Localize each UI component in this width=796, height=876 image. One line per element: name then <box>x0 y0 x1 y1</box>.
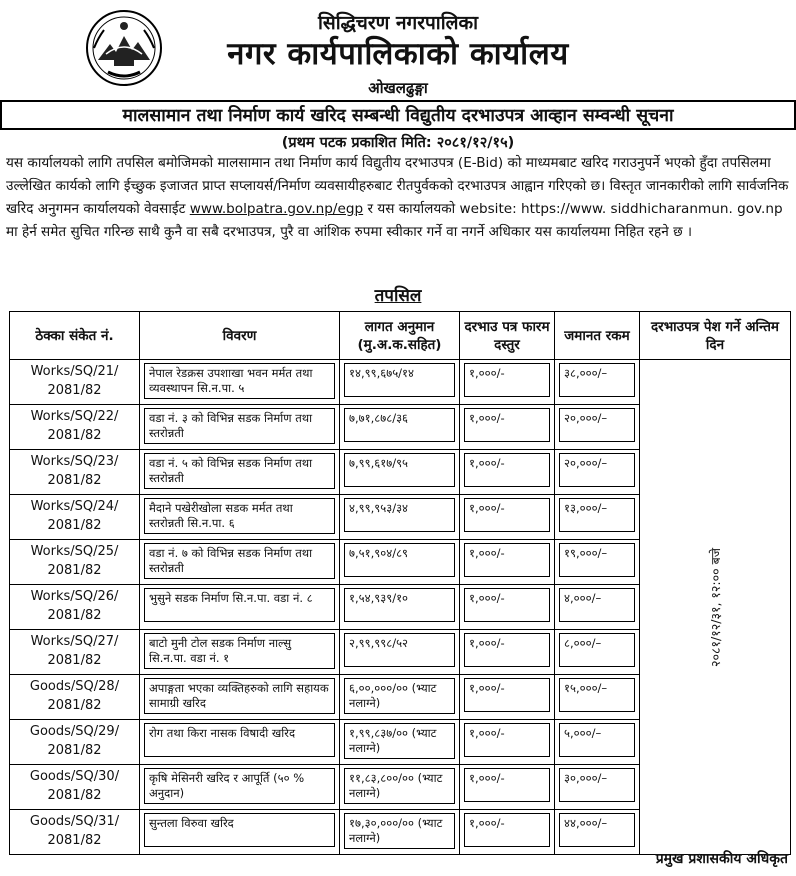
contract-code: Works/SQ/26/ 2081/82 <box>10 585 140 630</box>
signatory-title: प्रमुख प्रशासकीय अधिकृत <box>655 851 788 867</box>
municipality-name: सिद्धिचरण नगरपालिका <box>317 12 479 34</box>
header-code: ठेक्का संकेत नं. <box>10 312 140 360</box>
contract-code: Works/SQ/22/ 2081/82 <box>10 405 140 450</box>
form-fee: १,०००/- <box>464 453 550 487</box>
cost-estimate: १,५४,९३९/१० <box>344 588 455 622</box>
work-description: सुन्तला विरुवा खरिद <box>144 813 335 847</box>
contract-code: Goods/SQ/28/ 2081/82 <box>10 675 140 720</box>
contract-code: Works/SQ/21/ 2081/82 <box>10 360 140 405</box>
deadline-value: २०८१/१२/३१, १२:०० बजे <box>707 547 723 667</box>
form-fee: १,०००/- <box>464 498 550 532</box>
cost-estimate: ६,००,०००/०० (भ्याट नलाग्ने) <box>344 678 455 714</box>
work-description: बाटो मुनी टोल सडक निर्माण नाल्सु सि.न.पा. वडा नं. १ <box>144 633 335 669</box>
form-fee: १,०००/- <box>464 408 550 442</box>
work-description: भुसुने सडक निर्माण सि.न.पा. वडा नं. ८ <box>144 588 335 622</box>
contract-code: Goods/SQ/30/ 2081/82 <box>10 765 140 810</box>
table-row <box>10 360 791 405</box>
cost-estimate: २,९९,९९८/५२ <box>344 633 455 667</box>
work-description: वडा नं. ५ को विभिन्न सडक निर्माण तथा स्तरोन्नती <box>144 453 335 489</box>
header-deadline: दरभाउपत्र पेश गर्ने अन्तिम दिन <box>640 312 791 360</box>
form-fee: १,०००/- <box>464 588 550 622</box>
notice-body-part1: यस कार्यालयको लागि तपसिल बमोजिमको मालसामान तथा निर्माण कार्य विद्युतीय दरभाउपत्र (E-Bid) को माध्यमबाट खरिद गराउनुपर्ने भएको हुँदा तपसिलमा उल्लेखित कार्यको लागि ईच्छुक इजाजत प्राप्त सप्लायर्स/निर्माण व्यवसायीहरुबाट रीतपुर्वकको दरभाउपत्र आह्वान गरिएको छ। विस्तृत जानकारीको लागि सार्वजनिक खरिद अनुगमन कार्यालयको वेवसाईट <box>6 155 789 217</box>
security-amount: ३८,०००/– <box>559 363 635 397</box>
bolpatra-link[interactable]: www.bolpatra.gov.np/egp <box>189 201 364 217</box>
table-header-row <box>10 312 791 360</box>
header-form-fee: दरभाउ पत्र फारम दस्तुर <box>460 312 555 360</box>
cost-estimate: ७,७१,८७८/३६ <box>344 408 455 442</box>
form-fee: १,०००/- <box>464 363 550 397</box>
form-fee: १,०००/- <box>464 723 550 757</box>
contract-code: Works/SQ/25/ 2081/82 <box>10 540 140 585</box>
work-description: नेपाल रेडक्रस उपशाखा भवन मर्मत तथा व्यवस्थापन सि.न.पा. ५ <box>144 363 335 399</box>
security-amount: १९,०००/– <box>559 543 635 577</box>
security-amount: २०,०००/– <box>559 453 635 487</box>
security-amount: ३०,०००/– <box>559 768 635 802</box>
header-description: विवरण <box>140 312 340 360</box>
work-description: रोग तथा किरा नासक विषादी खरिद <box>144 723 335 757</box>
notice-body <box>6 152 792 244</box>
security-amount: १५,०००/– <box>559 678 635 712</box>
security-amount: ४,०००/– <box>559 588 635 622</box>
security-amount: २०,०००/– <box>559 408 635 442</box>
cost-estimate: ११,८३,८००/०० (भ्याट नलाग्ने) <box>344 768 455 804</box>
work-description: कृषि मेसिनरी खरिद र आपूर्ति (५० % अनुदान) <box>144 768 335 804</box>
form-fee: १,०००/- <box>464 678 550 712</box>
work-description: अपाङ्गता भएका व्यक्तिहरुको लागि सहायक सामाग्री खरिद <box>144 678 335 714</box>
form-fee: १,०००/- <box>464 813 550 847</box>
cost-estimate: ४,९९,९५३/३४ <box>344 498 455 532</box>
cost-estimate: १,९९,८३७/०० (भ्याट नलाग्ने) <box>344 723 455 759</box>
contract-code: Goods/SQ/31/ 2081/82 <box>10 810 140 855</box>
contract-code: Works/SQ/23/ 2081/82 <box>10 450 140 495</box>
office-location: ओखलढुङ्गा <box>368 79 428 97</box>
form-fee: १,०००/- <box>464 633 550 667</box>
cost-estimate: १७,३०,०००/०० (भ्याट नलाग्ने) <box>344 813 455 849</box>
office-title: नगर कार्यपालिकाको कार्यालय <box>227 36 569 72</box>
work-description: वडा नं. ७ को विभिन्न सडक निर्माण तथा स्तरोन्नती <box>144 543 335 579</box>
contract-code: Goods/SQ/29/ 2081/82 <box>10 720 140 765</box>
tender-table <box>9 311 791 855</box>
security-amount: १३,०००/– <box>559 498 635 532</box>
notice-body-part2: र यस कार्यालयको website: https://www. siddhicharanmun. gov.np मा हेर्न समेत सुचित गरिन्छ साथै कुनै वा सबै दरभाउपत्र, पुरै वा आंशिक रुपमा स्वीकार गर्ने वा नगर्ने अधिकार यस कार्यालयमा निहित रहने छ । <box>6 201 783 240</box>
work-description: वडा नं. ३ को विभिन्न सडक निर्माण तथा स्तरोन्नती <box>144 408 335 444</box>
security-amount: ४४,०००/– <box>559 813 635 847</box>
notice-title: मालसामान तथा निर्माण कार्य खरिद सम्बन्धी विद्युतीय दरभाउपत्र आव्हान सम्वन्धी सूचना <box>0 100 796 130</box>
work-description: मैदाने पखेरीखोला सडक मर्मत तथा स्तरोन्नती सि.न.पा. ६ <box>144 498 335 534</box>
cost-estimate: १४,९९,६७५/१४ <box>344 363 455 397</box>
section-title: तपसिल <box>374 286 422 306</box>
header-security: जमानत रकम <box>555 312 640 360</box>
contract-code: Works/SQ/24/ 2081/82 <box>10 495 140 540</box>
header-estimate: लागत अनुमान (मु.अ.क.सहित) <box>340 312 460 360</box>
contract-code: Works/SQ/27/ 2081/82 <box>10 630 140 675</box>
publish-date: (प्रथम पटक प्रकाशित मिति: २०८१/१२/१५) <box>281 135 515 151</box>
form-fee: १,०००/- <box>464 543 550 577</box>
security-amount: ८,०००/– <box>559 633 635 667</box>
cost-estimate: ७,५१,९०४/८९ <box>344 543 455 577</box>
form-fee: १,०००/- <box>464 768 550 802</box>
security-amount: ५,०००/– <box>559 723 635 757</box>
deadline-cell <box>640 360 791 855</box>
cost-estimate: ७,९९,६१७/९५ <box>344 453 455 487</box>
